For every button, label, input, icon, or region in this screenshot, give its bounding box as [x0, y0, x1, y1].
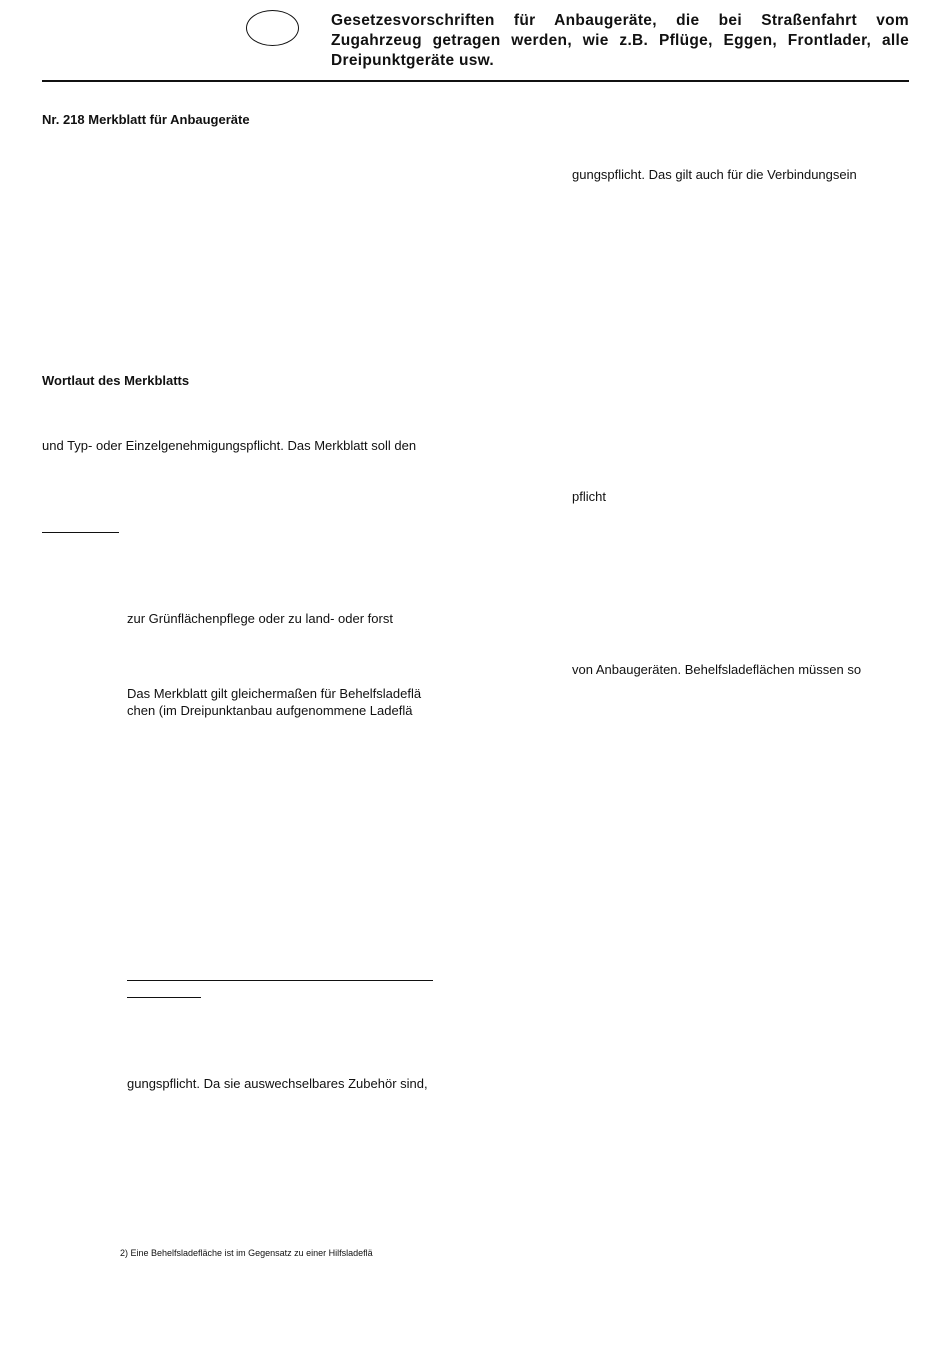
indented-paragraph-2-line-1: Das Merkblatt gilt gleichermaßen für Behelfsladeflä	[127, 686, 422, 701]
indented-line-3: gungspflicht. Da sie auswechselbares Zubehör sind,	[127, 1076, 428, 1091]
right-column-line-2: pflicht	[572, 489, 606, 504]
right-column-line-3: von Anbaugeräten. Behelfsladeflächen müssen so	[572, 662, 862, 677]
page-title: Gesetzesvorschriften für Anbaugeräte, die bei Straßenfahrt vom Zugahrzeug getragen werden, wie z.B. Pflüge, Eggen, Frontlader, alle Dreipunktgeräte usw.	[331, 12, 909, 69]
indented-paragraph-2-line-2: chen (im Dreipunktanbau aufgenommene Ladeflä	[127, 703, 413, 718]
short-rule	[42, 532, 119, 533]
right-column-line-1: gungspflicht. Das gilt auch für die Verbindungsein	[572, 167, 857, 182]
long-rule	[127, 980, 433, 981]
section-heading: Wortlaut des Merkblatts	[42, 373, 190, 388]
indented-paragraph-2	[127, 685, 421, 719]
oval-logo-mark	[246, 10, 299, 46]
indented-line-1: zur Grünflächenpflege oder zu land- oder forst	[127, 611, 393, 626]
footnote: 2) Eine Behelfsladefläche ist im Gegensatz zu einer Hilfsladeflä	[120, 1248, 373, 1258]
document-heading: Nr. 218 Merkblatt für Anbaugeräte	[42, 112, 250, 127]
body-paragraph-1: und Typ- oder Einzelgenehmigungspflicht. Das Merkblatt soll den	[42, 438, 417, 453]
short-rule-2	[127, 997, 201, 998]
header-divider	[42, 80, 909, 82]
